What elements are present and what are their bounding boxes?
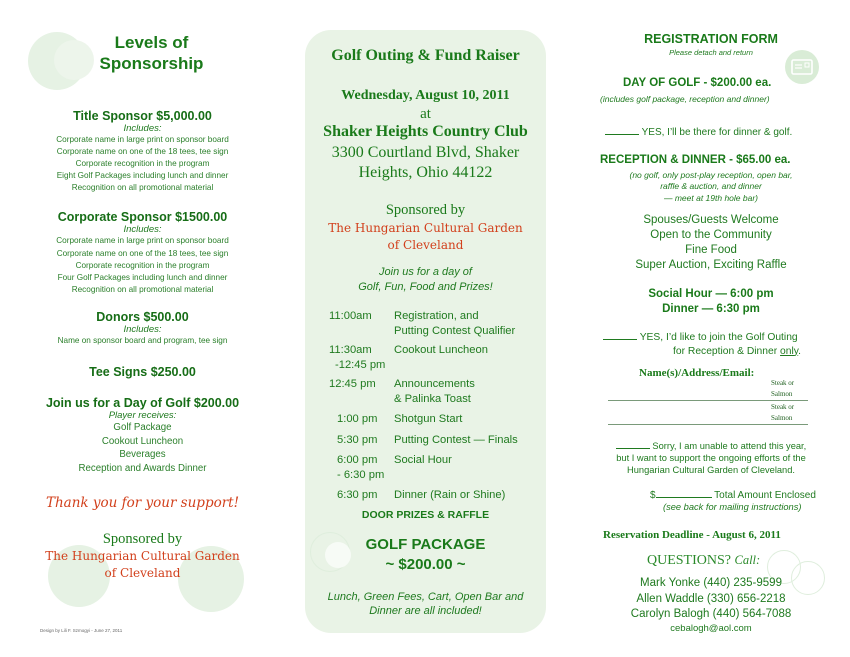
tier-sublabel: Includes: (123, 224, 162, 236)
join-yes-text: YES, I’d like to join the Golf Outing (639, 332, 798, 343)
tier-sublabel: Includes: (123, 123, 162, 134)
meal-option: Steak or (771, 379, 795, 387)
event-venue: Shaker Heights Country Club (323, 123, 528, 140)
sponsorship-title-line: Levels of (114, 33, 189, 52)
day-of-golf-yes-text: YES, I’ll be there for dinner & golf. (641, 127, 793, 138)
sponsor-name-line: of Cleveland (387, 238, 464, 252)
day-of-golf-sub: (includes golf package, reception and dinner) (600, 94, 770, 104)
door-prizes: DOOR PRIZES & RAFFLE (361, 509, 490, 521)
schedule-event: Shotgun Start (394, 413, 463, 425)
schedule-time: - 6:30 pm (337, 468, 385, 481)
schedule-event: Social Hour (394, 454, 452, 466)
form-subtitle: Please detach and return (669, 48, 753, 57)
tier-item: Corporate recognition in the program (75, 159, 210, 169)
event-features (595, 213, 827, 273)
event-at: at (420, 106, 431, 122)
name-entry-line[interactable] (608, 400, 808, 401)
contact-line: Carolyn Balogh (440) 564-7088 (630, 608, 792, 620)
meal-option: Salmon (771, 390, 793, 398)
reception-sub-line: raffle & auction, and dinner (660, 181, 762, 192)
tier-item: Corporate name in large print on sponsor board (56, 135, 229, 144)
schedule-event: Registration, and (394, 310, 479, 322)
sponsored-by-label: Sponsored by (385, 202, 466, 218)
envelope-icon (791, 58, 813, 76)
schedule-row (329, 412, 462, 427)
tier-item: Name on sponsor board and program, tee sign (57, 335, 228, 345)
amount-prefix: $ (650, 490, 656, 501)
join-line: Join us for a day of (379, 266, 472, 278)
schedule-row (329, 433, 518, 448)
join-yes-text-2: for Reception & Dinner (673, 345, 778, 357)
tier-donors (30, 310, 255, 347)
package-description (305, 590, 546, 618)
schedule-time: -12:45 pm (335, 358, 386, 371)
amount-label: Total Amount Enclosed (714, 490, 816, 501)
tier-corporate-sponsor (30, 210, 255, 295)
tier-item: Recognition on all promotional material (71, 183, 214, 193)
sponsorship-title (30, 32, 255, 74)
tier-item: Golf Package (113, 422, 172, 434)
day-of-golf-title: DAY OF GOLF - $200.00 ea. (623, 77, 772, 89)
tier-day-of-golf (30, 396, 255, 475)
join-line: Golf, Fun, Food and Prizes! (358, 281, 493, 293)
event-address (305, 143, 546, 183)
sorry-text: Hungarian Cultural Garden of Cleveland. (627, 465, 795, 475)
social-hour-time: Social Hour — 6:00 pm (648, 288, 774, 300)
schedule-time: 5:30 pm (337, 434, 378, 446)
tier-heading: Corporate Sponsor $1500.00 (57, 210, 228, 225)
event-date: Wednesday, August 10, 2011 (341, 88, 510, 103)
tier-item: Eight Golf Packages including lunch and dinner (56, 171, 229, 181)
event-title: Golf Outing & Fund Raiser (331, 47, 520, 64)
schedule-event: Putting Contest Qualifier (394, 324, 516, 337)
questions-text: QUESTIONS? (647, 553, 731, 568)
tier-item: Beverages (119, 449, 166, 461)
thank-you-note: Thank you for your support! (45, 495, 240, 512)
day-of-golf-blank[interactable] (605, 126, 639, 135)
schedule-time: 11:00am (329, 310, 372, 322)
sponsorship-title-line: Sponsorship (99, 54, 204, 73)
schedule-time: 6:30 pm (337, 489, 378, 501)
tier-heading: Tee Signs $250.00 (89, 365, 196, 380)
tier-heading: Join us for a Day of Golf $200.00 (45, 396, 240, 411)
tier-tee-signs (30, 365, 255, 379)
address-line: Heights, Ohio 44122 (358, 164, 493, 181)
tier-heading: Donors $500.00 (96, 309, 189, 324)
reception-sub-line: (no golf, only post-play reception, open bar, (629, 170, 793, 180)
schedule-event: Dinner (Rain or Shine) (394, 489, 506, 501)
join-period: . (798, 345, 802, 357)
schedule-event: & Palinka Toast (394, 392, 471, 405)
contact-line: Mark Yonke (440) 235-9599 (640, 577, 782, 589)
join-option (603, 331, 801, 358)
feature-line: Super Auction, Exciting Raffle (635, 259, 787, 271)
package-title: GOLF PACKAGE (365, 536, 486, 553)
join-invite (305, 265, 546, 295)
feature-line: Fine Food (685, 244, 737, 256)
tier-heading: Title Sponsor $5,000.00 (73, 109, 212, 123)
meal-option: Steak or (771, 403, 795, 411)
sorry-text: but I want to support the ongoing efforts of the (616, 453, 806, 463)
join-blank[interactable] (603, 331, 637, 340)
meal-choice-2 (771, 402, 794, 424)
amount-sub: (see back for mailing instructions) (663, 502, 802, 512)
dinner-time: Dinner — 6:30 pm (662, 303, 760, 315)
sponsorship-panel (30, 32, 255, 582)
design-credit: Design by Lili F. Szmogyi - June 27, 2011 (40, 628, 123, 633)
sorry-option (595, 440, 827, 476)
sorry-text: Sorry, I am unable to attend this year, (652, 441, 807, 451)
tier-item: Recognition on all promotional material (71, 284, 214, 294)
package-desc-line: Lunch, Green Fees, Cart, Open Bar and (327, 591, 524, 603)
tier-item: Corporate name on one of the 18 tees, tee sign (56, 147, 229, 157)
tier-sublabel: Includes: (123, 323, 162, 335)
names-label: Name(s)/Address/Email: (639, 367, 755, 379)
sponsor-name-line: of Cleveland (104, 566, 181, 581)
feature-line: Open to the Community (650, 229, 772, 241)
tier-sublabel: Player receives: (108, 410, 177, 422)
schedule-time: 1:00 pm (337, 413, 378, 425)
name-entry-line[interactable] (608, 424, 808, 425)
package-price: ~ $200.00 ~ (385, 556, 466, 573)
schedule-row (329, 343, 488, 372)
reception-dinner-title: RECEPTION & DINNER - $65.00 ea. (600, 154, 791, 166)
schedule-row (329, 488, 505, 503)
schedule-event: Cookout Luncheon (394, 344, 488, 356)
schedule-time: 6:00 pm (337, 454, 378, 466)
tier-title-sponsor (30, 109, 255, 194)
form-title: REGISTRATION FORM (644, 32, 778, 46)
sponsor-name-line: The Hungarian Cultural Garden (328, 221, 523, 235)
day-of-golf-option (605, 126, 792, 138)
sponsored-by-label: Sponsored by (102, 531, 183, 548)
contacts (595, 576, 827, 623)
registration-form (595, 32, 827, 642)
amount-line (650, 489, 816, 501)
golf-package (305, 535, 546, 575)
meal-option: Salmon (771, 414, 793, 422)
event-panel (305, 30, 546, 633)
schedule-row (329, 377, 475, 406)
schedule-time: 11:30am (329, 344, 372, 356)
contact-email[interactable]: cebalogh@aol.com (670, 623, 752, 634)
tier-item: Four Golf Packages including lunch and dinner (57, 272, 228, 282)
questions-heading (647, 553, 760, 569)
tier-item: Corporate name in large print on sponsor board (56, 236, 229, 246)
evening-times (595, 287, 827, 317)
feature-line: Spouses/Guests Welcome (643, 214, 779, 226)
tier-item: Cookout Luncheon (101, 435, 184, 447)
schedule-row (329, 309, 515, 338)
amount-blank[interactable] (656, 489, 712, 498)
tier-item: Reception and Awards Dinner (78, 462, 207, 474)
address-line: 3300 Courtland Blvd, Shaker (331, 144, 520, 161)
sponsor-name-line: The Hungarian Cultural Garden (45, 549, 240, 564)
sponsor-name (305, 220, 546, 254)
reception-dinner-sub (595, 170, 827, 204)
package-desc-line: Dinner are all included! (369, 605, 482, 617)
schedule-row (329, 453, 452, 482)
join-only-text: only (780, 345, 799, 357)
schedule-event: Putting Contest — Finals (394, 434, 518, 446)
meal-choice-1 (771, 378, 794, 400)
schedule-event: Announcements (394, 378, 475, 390)
sorry-blank[interactable] (616, 440, 650, 449)
contact-line: Allen Waddle (330) 656-2218 (636, 592, 786, 605)
schedule-time: 12:45 pm (329, 378, 376, 390)
tier-item: Corporate recognition in the program (75, 260, 210, 270)
tier-item: Corporate name on one of the 18 tees, tee sign (56, 248, 229, 258)
reservation-deadline: Reservation Deadline - August 6, 2011 (603, 529, 781, 541)
call-text: Call: (734, 553, 761, 567)
reception-sub-line: — meet at 19th hole bar) (663, 192, 759, 203)
